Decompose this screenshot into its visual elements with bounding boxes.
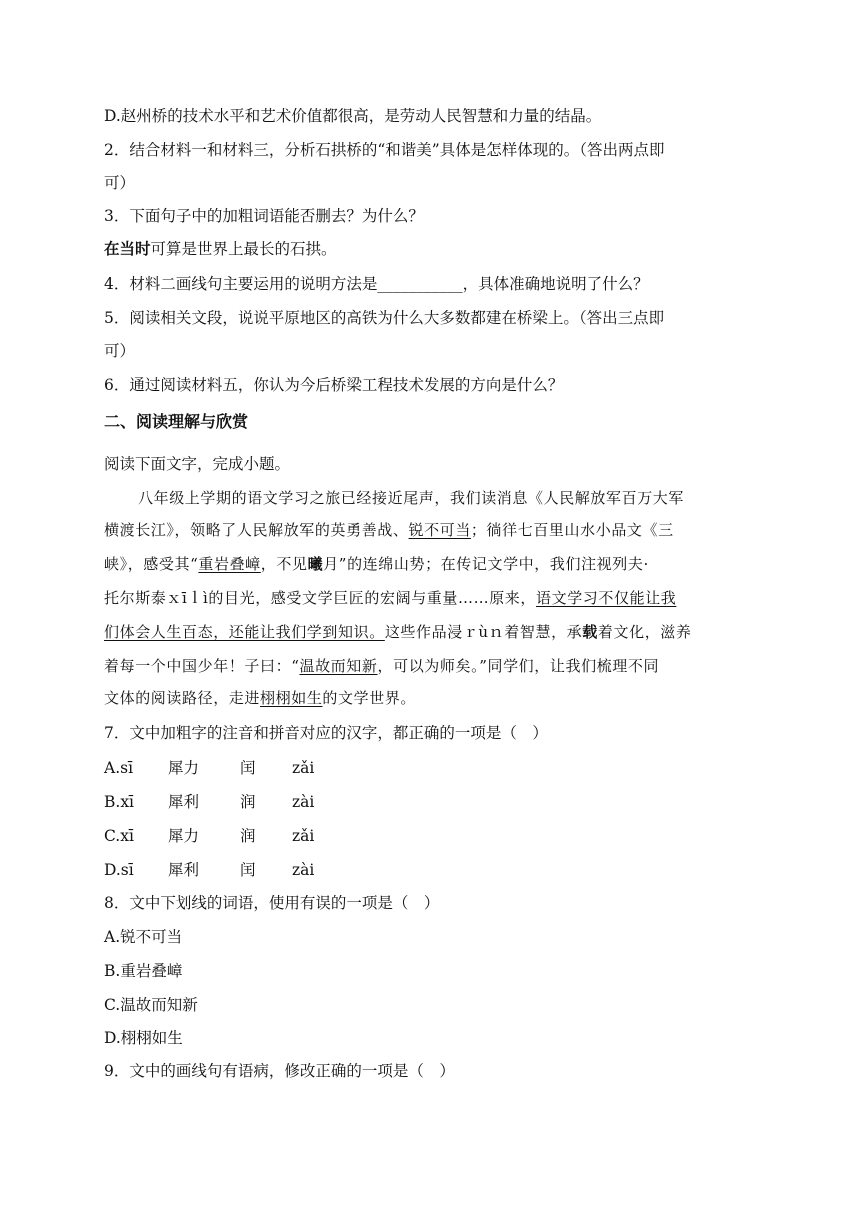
passage-text: 这些作品浸ｒùｎ着智慧，承 (384, 623, 583, 641)
passage-text: 着每一个中国少年！子曰：“ (104, 657, 300, 675)
passage-text: 文体的阅读路径，走进 (104, 689, 261, 707)
underlined-word: 温故而知新 (299, 657, 378, 675)
option-char: 润 (240, 793, 256, 811)
passage-line-3 (104, 554, 649, 574)
underlined-word: 重岩叠嶂 (198, 555, 261, 573)
underlined-sentence: 语文学习不仅能让我 (536, 589, 677, 607)
option-word: 犀力 (168, 827, 200, 845)
passage-line-2 (104, 520, 674, 540)
section-2-title: 二、阅读理解与欣赏 (104, 412, 249, 431)
underlined-sentence: 们体会人生百态，还能让我们学到知识。 (104, 623, 385, 641)
passage-text: ，不见 (260, 555, 308, 573)
q1-option-d: D.赵州桥的技术水平和艺术价值都很高，是劳动人民智慧和力量的结晶。 (104, 107, 602, 125)
q3-stem: 3．下面句子中的加粗词语能否删去？为什么？ (104, 207, 424, 225)
passage-text: ；徜徉七百里山水小品文《三 (470, 521, 674, 539)
passage-line-5 (104, 622, 692, 642)
passage-text: ，可以为师矣。”同学们，让我们梳理不同 (377, 657, 660, 675)
underlined-word: 栩栩如生 (260, 689, 323, 707)
q3-sentence (104, 239, 337, 259)
option-pinyin: zài (292, 793, 315, 811)
passage-text: 横渡长江》，领略了人民解放军的英勇善战、 (104, 521, 409, 539)
q8-option-d: D.栩栩如生 (104, 1029, 183, 1047)
underlined-word: 锐不可当 (408, 521, 471, 539)
q9-stem: 9．文中的画线句有语病，修改正确的一项是（ ） (104, 1062, 455, 1080)
option-char: 闰 (240, 861, 256, 879)
q4-stem: 4．材料二画线句主要运用的说明方法是___________，具体准确地说明了什么？ (104, 275, 649, 293)
passage-line-4 (104, 588, 676, 608)
option-label: B.xī (104, 793, 135, 811)
q2-line-1: 2．结合材料一和材料三，分析石拱桥的“和谐美”具体是怎样体现的。（答出两点即 (104, 141, 665, 159)
option-pinyin: zǎi (292, 827, 315, 845)
option-pinyin: zǎi (292, 759, 315, 777)
q8-stem: 8．文中下划线的词语，使用有误的一项是（ ） (104, 894, 440, 912)
q7-option-c (104, 826, 314, 846)
q2-line-2: 可） (104, 174, 136, 192)
q8-option-b: B.重岩叠嶂 (104, 962, 183, 980)
passage-text: 的文学世界。 (322, 689, 417, 707)
option-pinyin: zài (292, 861, 315, 879)
passage-text: 月”的连绵山势；在传记文学中，我们注视列夫· (323, 555, 649, 573)
reading-instruction: 阅读下面文字，完成小题。 (104, 455, 291, 473)
q7-option-b (104, 792, 314, 812)
passage-text: 托尔斯泰ｘīｌì的目光，感受文学巨匠的宏阔与重量……原来， (104, 589, 536, 607)
option-char: 润 (240, 827, 256, 845)
q3-bold-words: 在当时 (104, 239, 151, 258)
option-word: 犀力 (168, 759, 200, 777)
option-word: 犀利 (168, 861, 200, 879)
q7-option-a (104, 758, 314, 778)
q8-option-c: C.温故而知新 (104, 996, 198, 1014)
passage-text: 着文化，滋养 (597, 623, 692, 641)
option-char: 闰 (240, 759, 256, 777)
passage-line-6 (104, 656, 659, 676)
option-label: C.xī (104, 827, 134, 845)
bold-char: 载 (582, 623, 598, 641)
q3-sentence-rest: 可算是世界上最长的石拱。 (150, 240, 337, 258)
option-label: A.sī (104, 759, 134, 777)
option-label: D.sī (104, 861, 134, 879)
q6-stem: 6．通过阅读材料五，你认为今后桥梁工程技术发展的方向是什么？ (104, 376, 564, 394)
passage-line-7 (104, 688, 416, 708)
q5-line-2: 可） (104, 342, 136, 360)
passage-text: 峡》，感受其“ (104, 555, 199, 573)
option-word: 犀利 (168, 793, 200, 811)
passage-line-1: 八年级上学期的语文学习之旅已经接近尾声，我们读消息《人民解放军百万大军 (138, 489, 685, 507)
bold-char: 曦 (307, 555, 324, 573)
q5-line-1: 5．阅读相关文段，说说平原地区的高铁为什么大多数都建在桥梁上。（答出三点即 (104, 309, 665, 327)
q7-option-d (104, 860, 314, 880)
q7-stem: 7．文中加粗字的注音和拼音对应的汉字，都正确的一项是（ ） (104, 724, 548, 742)
q8-option-a: A.锐不可当 (104, 928, 183, 946)
